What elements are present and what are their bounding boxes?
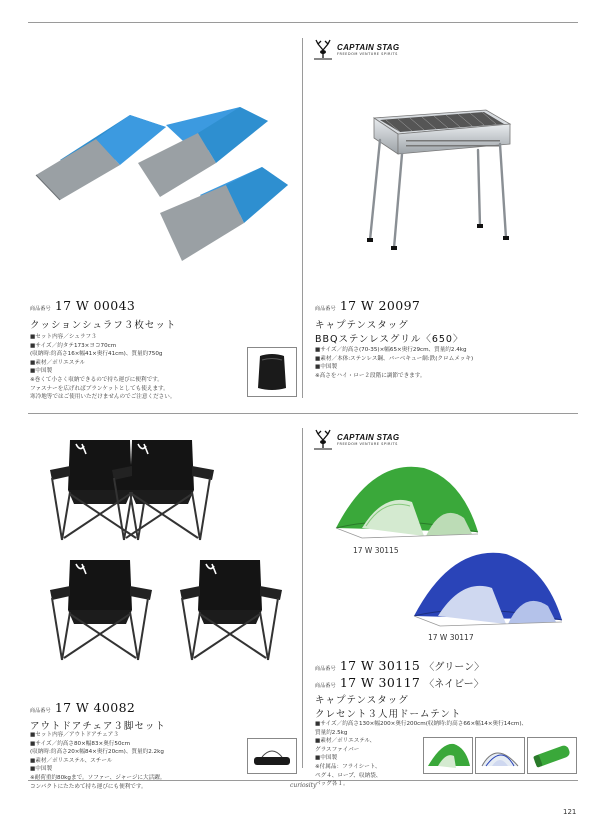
code-label: 商品番号 [315,683,336,689]
top-rule [28,22,578,23]
product-title: アウトドアチェア３脚セット [30,721,166,732]
product-specs [30,333,175,402]
product-code: 17 W 20097 [339,298,421,313]
brand-name: CAPTAIN STAG [337,432,400,442]
product-title: BBQステンレスグリル〈650〉 [315,334,464,345]
spec-line: ■セット内容／アウトドアチェア３ [30,732,119,738]
middle-rule [28,413,578,414]
spec-line: 寒冷地等ではご使用いただけませんのでご注意ください。 [30,394,176,401]
product-specs [30,731,165,791]
product-code: 17 W 00043 [54,298,136,313]
stag-icon [312,428,334,450]
product-code-line [30,298,135,313]
brand-name: CAPTAIN STAG [337,42,400,52]
product-code: 17 W 40082 [54,700,136,715]
spec-line: ■素材／本体:ステンレス鋼、バーベキュー網:鉄(クロムメッキ) [315,355,474,362]
product-code-line-navy [315,675,484,690]
spec-line: バッグ各１。 [315,781,349,788]
bbq-grill-image [350,90,528,260]
spec-line: ■素材／ポリエステル [30,359,86,366]
brand-title: キャプテンスタッグ [315,695,409,706]
tent-label-navy: 17 W 30117 [428,633,474,642]
spec-line: ※高さをハイ・ロー２段階に調節できます。 [315,372,426,379]
spec-line: ファスナーを広げればブランケットとしても使えます。 [30,385,169,392]
stag-icon [312,38,334,60]
tent-thumbnail-bag [527,737,577,774]
spec-line: ■中国製 [30,766,53,773]
brand-logo [312,428,399,450]
tent-thumbnail-green [423,737,473,774]
spec-line: ■素材／ポリエステル、 [315,738,376,745]
tent-label-green: 17 W 30115 [353,546,399,555]
spec-line: ■サイズ／約タテ173×ヨコ70cm [30,342,117,349]
brand-logo [312,38,399,60]
spec-line: ■サイズ／約高さ130×幅200×奥行200cm(収納時:約高さ66×幅14×奥行14cm)、 [315,721,528,727]
code-label: 商品番号 [315,306,336,312]
product-specs [315,346,473,380]
green-tent-image [332,462,482,547]
chair-bag-thumbnail [247,738,297,774]
code-label: 商品番号 [30,708,51,714]
spec-line: ■中国製 [315,364,338,371]
tent-thumbnail-frame [475,737,525,774]
product-code-line [315,298,420,313]
sleeping-bag-1 [36,115,166,200]
product-title: クレセント３人用ドームテント [315,709,462,720]
pouch-thumbnail [247,347,297,397]
brand-tagline: FREEDOM VENTURE SPIRITS [337,441,398,446]
spec-line: (収納時:約高さ16×幅41×奥行41cm)、質量約750g [30,351,163,358]
brand-tagline: FREEDOM VENTURE SPIRITS [337,51,398,56]
color-variant: 〈ネイビー〉 [424,679,484,690]
spec-line: ■サイズ／約高さ80×幅83×奥行50cm [30,740,131,747]
spec-line: ■サイズ／約高さ(70-35)×幅65×奥行29cm、質量約2.4kg [315,347,467,353]
product-code-line-green [315,658,484,673]
spec-line: コンパクトにたためて持ち運びにも便利です。 [30,783,147,790]
spec-line: 質量約2.5kg [315,729,348,736]
color-variant: 〈グリーン〉 [424,662,485,673]
product-code-line [30,700,135,715]
code-label: 商品番号 [30,306,51,312]
product-title: クッションシュラフ３枚セット [30,320,177,331]
spec-line: ※付属品：フライシート、 [315,763,381,770]
spec-line: (収納時:約高さ20×幅84×奥行20cm)、質量約2.2kg [30,749,164,756]
spec-line: ペグ４、ロープ、収納袋、 [315,772,382,779]
spec-line: ■素材／ポリエステル、スチール [30,757,113,764]
page-number: 121 [563,808,577,816]
sleeping-bag-image [30,105,292,275]
spec-line: ※耐荷重約80kgまで。ソファー、ジャージに大活躍。 [30,774,166,781]
spec-line: ※巻くて小さく収納できるので持ち運びに便利です。 [30,376,163,383]
outdoor-chairs-image [40,432,290,677]
footer-brand-text: curiosity [290,782,317,789]
navy-tent-image [410,548,565,633]
spec-line: ■中国製 [30,368,53,375]
brand-title: キャプテンスタッグ [315,320,409,331]
divider-bottom [302,428,303,768]
product-code: 17 W 30115 [339,658,421,673]
product-code: 17 W 30117 [339,675,421,690]
code-label: 商品番号 [315,666,336,672]
spec-line: グラスファイバー [315,746,360,753]
spec-line: ■セット内容／シュラフ３ [30,334,97,340]
divider-top [302,38,303,398]
spec-line: ■中国製 [315,755,338,762]
